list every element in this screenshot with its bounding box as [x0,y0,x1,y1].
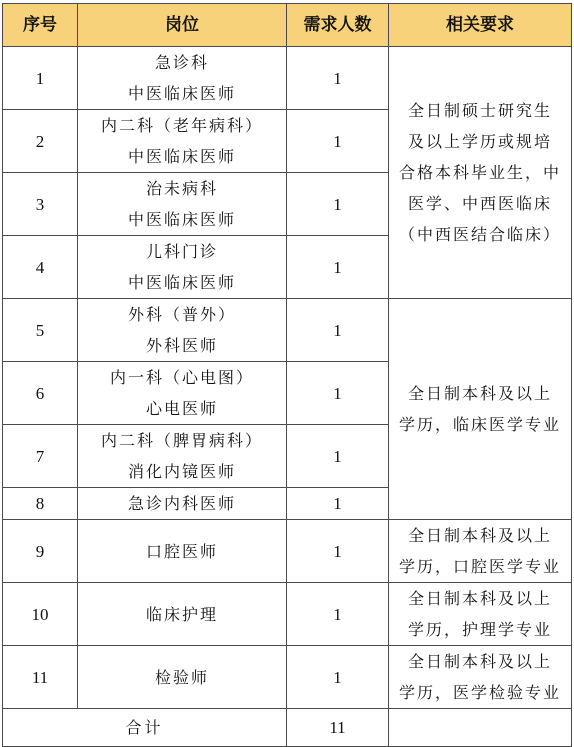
total-label: 合计 [3,709,287,747]
position-label: 消化内镜医师 [127,462,236,481]
requirement-line: 全日制本科及以上 [407,589,552,608]
headcount-cell: 1 [287,646,389,709]
header-requirements: 相关要求 [389,4,572,47]
headcount-cell: 1 [287,488,389,520]
requirement-line: （中西医结合临床） [398,225,561,244]
requirement-cell-row10 [389,583,572,646]
row-number: 6 [3,362,78,425]
table-row [3,299,572,362]
requirement-line: 学历，护理学专业 [407,620,552,639]
requirement-cell-group-a [389,47,572,299]
total-count: 11 [287,709,389,747]
requirement-cell-row11 [389,646,572,709]
department-label: 内二科（老年病科） [100,116,263,135]
position-label: 中医临床医师 [127,273,236,292]
row-number: 8 [3,488,78,520]
headcount-cell: 1 [287,47,389,110]
position-label: 外科医师 [145,336,218,355]
row-number: 5 [3,299,78,362]
position-label: 口腔医师 [145,541,218,561]
header-serial-number: 序号 [3,4,78,47]
headcount-cell: 1 [287,110,389,173]
department-label: 内二科（脾胃病科） [100,431,263,450]
row-number: 1 [3,47,78,110]
requirement-line: 医学、中西医临床 [407,194,552,213]
table-row [3,583,572,646]
requirement-line: 合格本科毕业生，中 [398,163,561,182]
row-number: 4 [3,236,78,299]
recruitment-table [2,3,572,747]
department-label: 儿科门诊 [145,242,218,261]
total-note [389,709,572,747]
position-cell [78,110,287,173]
position-label: 心电医师 [145,399,218,418]
position-label: 中医临床医师 [127,147,236,166]
position-cell [78,488,287,520]
row-number: 2 [3,110,78,173]
headcount-cell: 1 [287,583,389,646]
department-label: 治未病科 [145,179,218,198]
header-position: 岗位 [78,4,287,47]
headcount-cell: 1 [287,299,389,362]
position-label: 中医临床医师 [127,84,236,103]
position-cell [78,47,287,110]
requirement-line: 全日制硕士研究生 [407,101,552,120]
position-cell [78,520,287,583]
position-cell [78,173,287,236]
requirement-line: 全日制本科及以上 [407,652,552,671]
position-label: 临床护理 [145,604,218,624]
position-label: 急诊内科医师 [127,494,236,513]
total-row [3,709,572,747]
requirement-line: 及以上学历或规培 [407,132,552,151]
table-row [3,520,572,583]
requirement-cell-group-b [389,299,572,520]
position-cell [78,583,287,646]
row-number: 7 [3,425,78,488]
position-cell [78,362,287,425]
headcount-cell: 1 [287,236,389,299]
position-label: 检验师 [154,667,209,687]
department-label: 内一科（心电图） [109,368,254,387]
requirement-line: 全日制本科及以上 [407,384,552,403]
department-label: 急诊科 [154,53,209,72]
position-cell [78,425,287,488]
position-cell [78,646,287,709]
table-row [3,646,572,709]
row-number: 3 [3,173,78,236]
requirement-cell-row9 [389,520,572,583]
position-cell [78,236,287,299]
table-row [3,47,572,110]
row-number: 11 [3,646,78,709]
requirement-line: 学历，医学检验专业 [398,683,561,702]
headcount-cell: 1 [287,520,389,583]
headcount-cell: 1 [287,362,389,425]
header-headcount: 需求人数 [287,4,389,47]
row-number: 9 [3,520,78,583]
position-label: 中医临床医师 [127,210,236,229]
headcount-cell: 1 [287,173,389,236]
table-header-row [3,4,572,47]
row-number: 10 [3,583,78,646]
department-label: 外科（普外） [127,305,236,324]
headcount-cell: 1 [287,425,389,488]
position-cell [78,299,287,362]
requirement-line: 学历，口腔医学专业 [398,557,561,576]
requirement-line: 全日制本科及以上 [407,526,552,545]
requirement-line: 学历，临床医学专业 [398,415,561,434]
